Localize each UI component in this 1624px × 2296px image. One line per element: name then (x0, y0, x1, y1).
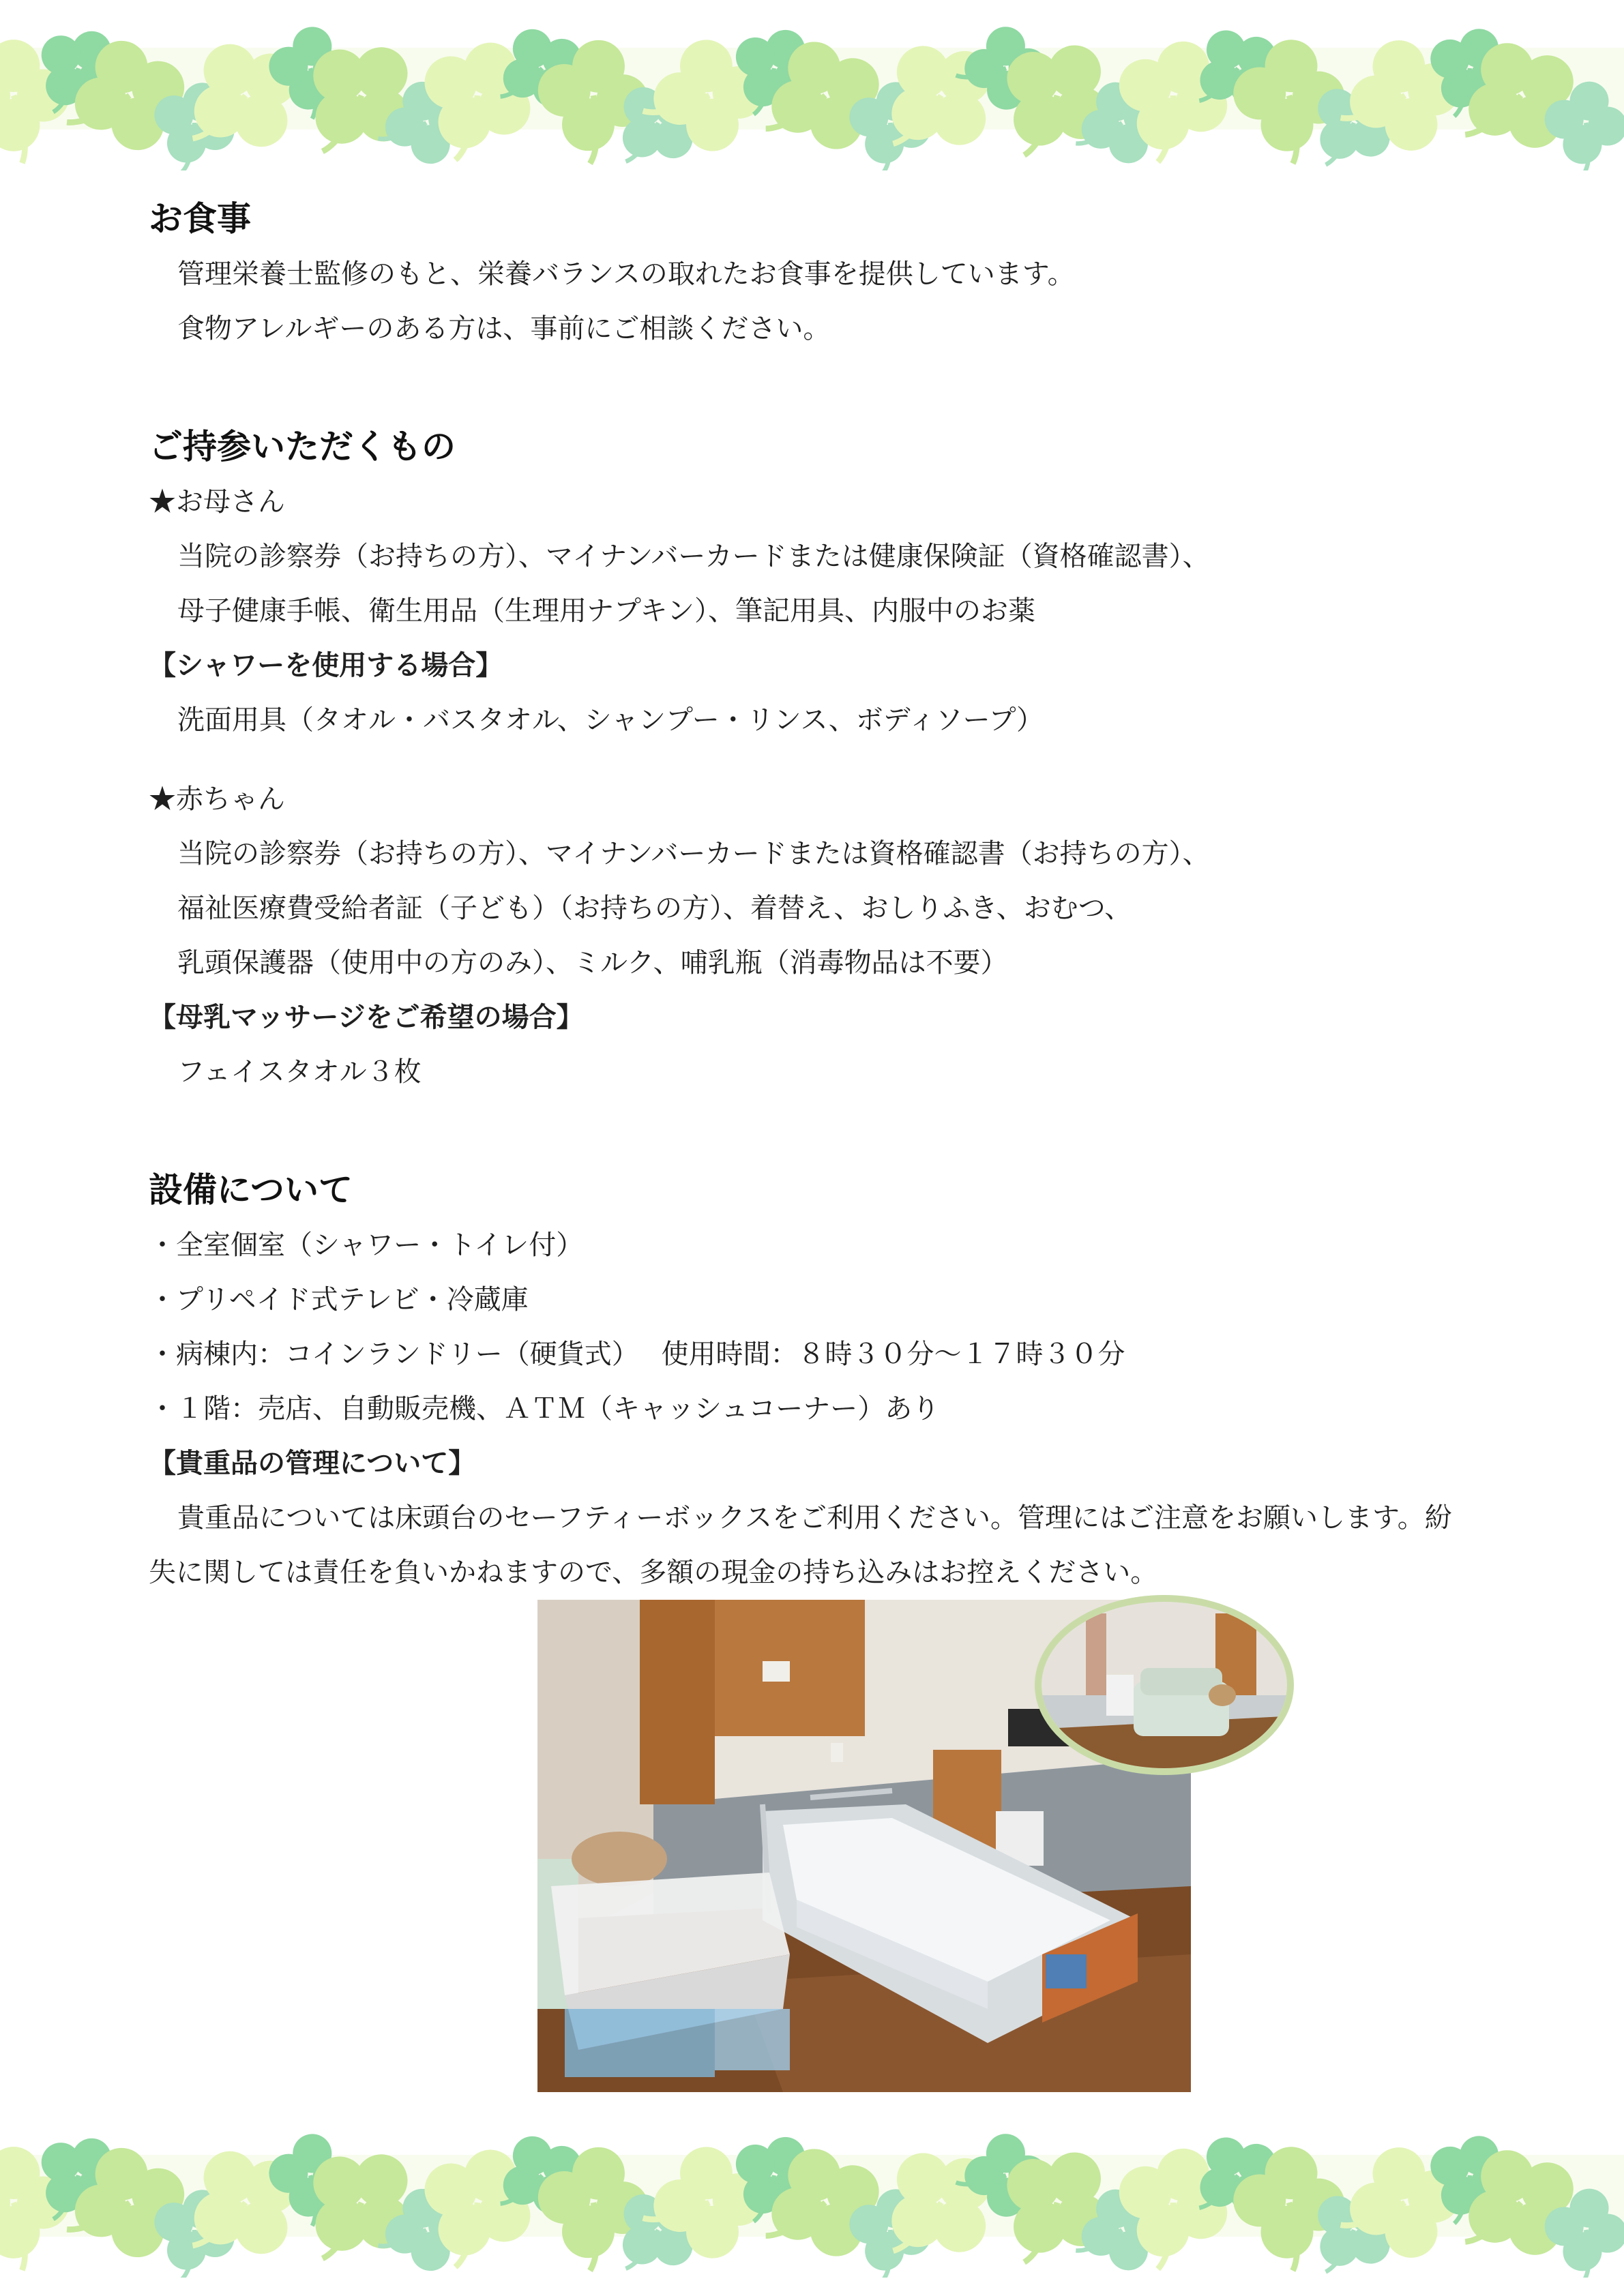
baby-line-1: 当院の診察券（お持ちの方）、マイナンバーカードまたは資格確認書（お持ちの方）、 (177, 838, 1210, 869)
clover-icon (0, 20, 1624, 170)
top-clover-border (0, 20, 1624, 170)
mother-line-2: 母子健康手帳、衛生用品（生理用ナプキン）、筆記用具、内服中のお薬 (177, 595, 1035, 627)
meals-line-1: 管理栄養士監修のもと、栄養バランスの取れたお食事を提供しています。 (177, 258, 1075, 290)
mother-line-1: 当院の診察券（お持ちの方）、マイナンバーカードまたは健康保険証（資格確認書）、 (177, 541, 1210, 572)
meals-line-2: 食物アレルギーのある方は、事前にご相談ください。 (177, 313, 831, 344)
massage-heading: 【母乳マッサージをご希望の場合】 (149, 1002, 584, 1033)
facilities-title: 設備について (149, 1170, 353, 1210)
facility-bullet-2: ・プリペイド式テレビ・冷蔵庫 (149, 1284, 529, 1315)
baby-line-2: 福祉医療費受給者証（子ども）（お持ちの方）、着替え、おしりふき、おむつ、 (177, 893, 1132, 924)
clover-icon (0, 2128, 1624, 2278)
document-body (149, 191, 1479, 1600)
meals-title: お食事 (149, 199, 251, 239)
massage-line: フェイスタオル３枚 (177, 1056, 422, 1088)
bottom-clover-border (0, 2128, 1624, 2278)
shower-line: 洗面用具（タオル・バスタオル、シャンプー・リンス、ボディソープ） (177, 704, 1044, 736)
sofa-area-photo (1031, 1593, 1297, 1777)
mother-label: ★お母さん (149, 486, 285, 518)
items-title: ご持参いただくもの (149, 427, 456, 466)
facility-bullet-3: ・病棟内：コインランドリー（硬貨式） 使用時間：８時３０分～１７時３０分 (149, 1339, 1125, 1370)
shower-heading: 【シャワーを使用する場合】 (149, 650, 503, 681)
facility-bullet-1: ・全室個室（シャワー・トイレ付） (149, 1229, 584, 1261)
baby-line-3: 乳頭保護器（使用中の方のみ）、ミルク、哺乳瓶（消毒物品は不要） (177, 947, 1008, 979)
valuables-text: 貴重品については床頭台のセーフティーボックスをご利用ください。管理にはご注意をお願いします。紛失に関しては責任を負いかねますので、多額の現金の持ち込みはお控えください。 (149, 1502, 1452, 1588)
facility-bullet-4: ・１階：売店、自動販売機、ＡＴＭ（キャッシュコーナー）あり (149, 1393, 940, 1425)
valuables-heading: 【貴重品の管理について】 (149, 1448, 476, 1479)
baby-label: ★赤ちゃん (149, 784, 285, 815)
